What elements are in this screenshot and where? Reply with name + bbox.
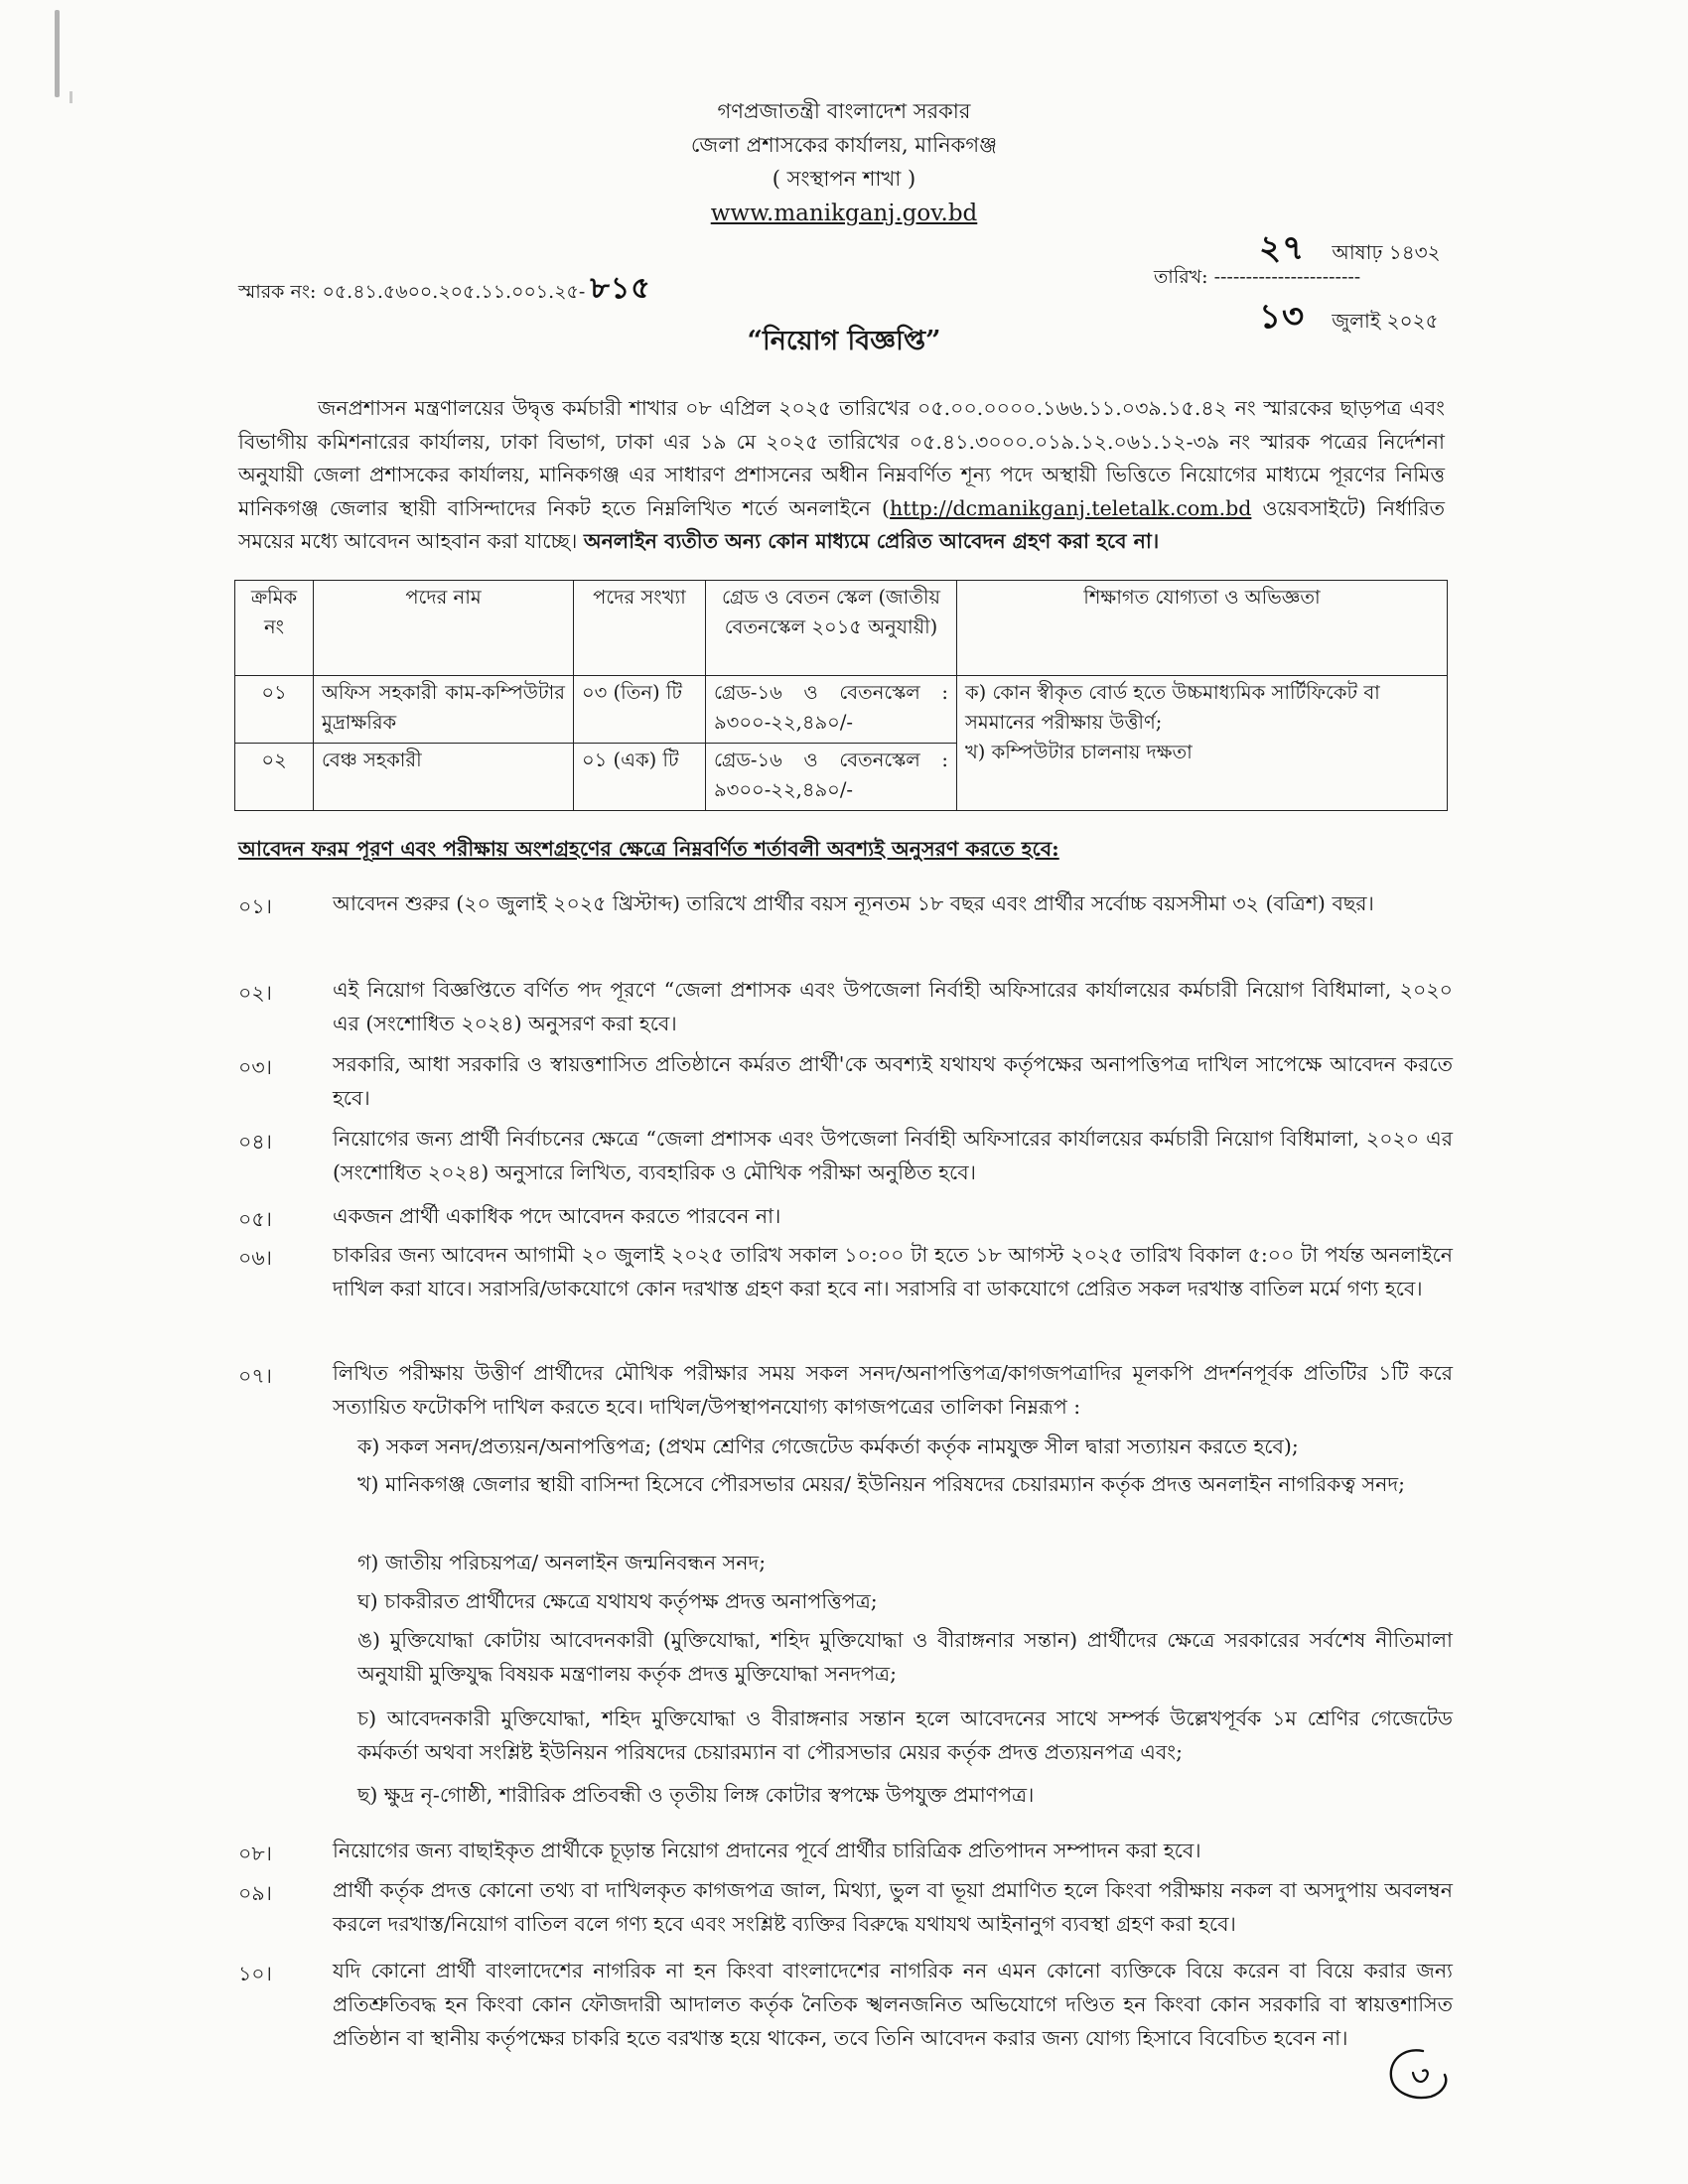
rule-text: একজন প্রার্থী একাধিক পদে আবেদন করতে পারবেন না। [333, 1204, 781, 1228]
header-qualification: শিক্ষাগত যোগ্যতা ও অভিজ্ঞতা [957, 581, 1448, 676]
rule-number: ০৭। [238, 1364, 272, 1388]
date-label: তারিখ: ----------------------- [1154, 266, 1361, 288]
cell-post-name: অফিস সহকারী কাম-কম্পিউটার মুদ্রাক্ষরিক [314, 676, 574, 744]
rule-number: ০৪। [238, 1130, 272, 1154]
rule-text: সরকারি, আধা সরকারি ও স্বায়ত্তশাসিত প্রতিষ্ঠানে কর্মরত প্রার্থী'কে অবশ্যই যথাযথ কর্তৃপক্ষের অনাপত্তিপত্র দাখিল সাপেক্ষে আবেদন করতে হবে। [333, 1052, 1453, 1110]
rule-number: ০১। [238, 894, 272, 918]
header-post-name: পদের নাম [314, 581, 574, 676]
rule-number: ০৬। [238, 1246, 272, 1270]
memo-label: স্মারক নং: ০৫.৪১.৫৬০০.২০৫.১১.০০১.২৫- [238, 281, 586, 303]
rule-text: লিখিত পরীক্ষায় উত্তীর্ণ প্রার্থীদের মৌখিক পরীক্ষার সময় সকল সনদ/অনাপত্তিপত্র/কাগজপত্রাদির মূলকপি প্রদর্শনপূর্বক প্রতিটির ১টি করে সত্যায়িত ফটোকপি দাখিল করতে হবে। দাখিল/উপস্থাপনযোগ্য কাগজপত্রের তালিকা নিম্নরূপ : [333, 1361, 1453, 1419]
header-post-count: পদের সংখ্যা [574, 581, 706, 676]
header-grade: গ্রেড ও বেতন স্কেল (জাতীয় বেতনস্কেল ২০১৫ অনুযায়ী) [706, 581, 957, 676]
memo-number [238, 264, 651, 315]
document-list-item: চ) আবেদনকারী মুক্তিযোদ্ধা, শহিদ মুক্তিযোদ্ধা ও বীরাঙ্গনার সন্তান হলে আবেদনের সাথে সম্পর্ক উল্লেখপূর্বক ১ম শ্রেণির গেজেটেড কর্মকর্তা অথবা সংশ্লিষ্ট ইউনিয়ন পরিষদের চেয়ারম্যান বা পৌরসভার মেয়র কর্তৃক প্রদত্ত প্রত্যয়নপত্র এবং; [357, 1706, 1453, 1764]
rule-text: প্রার্থী কর্তৃক প্রদত্ত কোনো তথ্য বা দাখিলকৃত কাগজপত্র জাল, মিথ্যা, ভুল বা ভূয়া প্রমাণিত হলে কিংবা পরীক্ষায় নকল বা অসদুপায় অবলম্বন করলে দরখাস্ত/নিয়োগ বাতিল বলে গণ্য হবে এবং সংশ্লিষ্ট ব্যক্তির বিরুদ্ধে যথাযথ আইনানুগ ব্যবস্থা গ্রহণ করা হবে। [333, 1878, 1453, 1936]
intro-paragraph [238, 392, 1445, 559]
date-english-day: ১৩ [1259, 297, 1306, 337]
qualification-item: ক) কোন স্বীকৃত বোর্ড হতে উচ্চমাধ্যমিক সার্টিফিকেট বা সমমানের পরীক্ষায় উত্তীর্ণ; [965, 681, 1380, 734]
rule-text: যদি কোনো প্রার্থী বাংলাদেশের নাগরিক না হন কিংবা বাংলাদেশের নাগরিক নন এমন কোনো ব্যক্তিকে বিয়ে করেন বা বিয়ে করার জন্য প্রতিশ্রুতিবদ্ধ হন কিংবা কোন ফৌজদারী আদালত কর্তৃক নৈতিক স্খলনজনিত অভিযোগে দণ্ডিত হন কিংবা কোন সরকারি বা স্বায়ত্তশাসিত প্রতিষ্ঠান বা স্থানীয় কর্তৃপক্ষের চাকরি হতে বরখাস্ত হয়ে থাকেন, তবে তিনি আবেদন করার জন্য যোগ্য হিসাবে বিবেচিত হবেন না। [333, 1959, 1453, 2050]
table-row [235, 676, 1448, 744]
cell-qualification [957, 676, 1448, 811]
intro-text: জনপ্রশাসন মন্ত্রণালয়ের উদ্বৃত্ত কর্মচারী শাখার ০৮ এপ্রিল ২০২৫ তারিখের ০৫.০০.০০০০.১৬৬.১১.০৩৯.১৫.৪২ নং স্মারকের ছাড়পত্র এবং বিভাগীয় কমিশনারের কার্যালয়, ঢাকা বিভাগ, ঢাকা এর ১৯ মে ২০২৫ তারিখের ০৫.৪১.৩০০০.০১৯.১২.০৬১.১২-৩৯ নং স্মারক পত্রের নির্দেশনা অনুযায়ী জেলা প্রশাসকের কার্যালয়, মানিকগঞ্জ এর সাধারণ প্রশাসনের অধীন নিম্নবর্ণিত শূন্য পদে অস্থায়ী ভিত্তিতে নিয়োগের মাধ্যমে পূরণের নিমিত্ত মানিকগঞ্জ জেলার স্থায়ী বাসিন্দাদের নিকট হতে নিম্নলিখিত শর্তে অনলাইনে ( [238, 396, 1445, 520]
cell-serial: ০১ [235, 676, 314, 744]
intro-text-2: ওয়েবসাইটে) নির্ধারিত সময়ের মধ্যে আবেদন আহবান করা যাচ্ছে। [238, 495, 1445, 553]
date-bangla-day: ২৭ [1259, 228, 1306, 268]
rule-number: ০৫। [238, 1207, 272, 1231]
rule-text: এই নিয়োগ বিজ্ঞপ্তিতে বর্ণিত পদ পূরণে “জেলা প্রশাসক এবং উপজেলা নির্বাহী অফিসারের কার্যালয়ের কর্মচারী নিয়োগ বিধিমালা, ২০২০ এর (সংশোধিত ২০২৪) অনুসরণ করা হবে। [333, 978, 1453, 1035]
table-header-row [235, 581, 1448, 676]
section-name: ( সংস্থাপন শাখা ) [772, 167, 916, 191]
cell-post-name: বেঞ্চ সহকারী [314, 744, 574, 811]
rule-text: নিয়োগের জন্য প্রার্থী নির্বাচনের ক্ষেত্রে “জেলা প্রশাসক এবং উপজেলা নির্বাহী অফিসারের কার্যালয়ের কর্মচারী নিয়োগ বিধিমালা, ২০২০ এর (সংশোধিত ২০২৪) অনুসারে লিখিত, ব্যবহারিক ও মৌখিক পরীক্ষা অনুষ্ঠিত হবে। [333, 1127, 1453, 1184]
rule-text: নিয়োগের জন্য বাছাইকৃত প্রার্থীকে চূড়ান্ত নিয়োগ প্রদানের পূর্বে প্রার্থীর চারিত্রিক প্রতিপাদন সম্পাদন করা হবে। [333, 1839, 1201, 1862]
application-portal-link[interactable]: http://dcmanikganj.teletalk.com.bd [889, 495, 1252, 520]
office-name: জেলা প্রশাসকের কার্যালয়, মানিকগঞ্জ [690, 133, 998, 157]
rule-text: চাকরির জন্য আবেদন আগামী ২০ জুলাই ২০২৫ তারিখ সকাল ১০:০০ টা হতে ১৮ আগস্ট ২০২৫ তারিখ বিকাল ৫:০০ টা পর্যন্ত অনলাইনে দাখিল করা যাবে। সরাসরি/ডাকযোগে কোন দরখাস্ত গ্রহণ করা হবে না। সরাসরি বা ডাকযোগে প্রেরিত সকল দরখাস্ত বাতিল মর্মে গণ্য হবে। [333, 1243, 1453, 1300]
rule-number: ০৩। [238, 1055, 272, 1079]
scan-margin-mark [55, 10, 60, 97]
date-bangla-month: আষাঢ় ১৪৩২ [1332, 240, 1441, 264]
website-link[interactable]: www.manikganj.gov.bd [710, 201, 978, 226]
rule-number: ০২। [238, 981, 272, 1005]
initials-signature-icon [1383, 2043, 1453, 2105]
document-list-item: ঙ) মুক্তিযোদ্ধা কোটায় আবেদনকারী (মুক্তিযোদ্ধা, শহিদ মুক্তিযোদ্ধা ও বীরাঙ্গনার সন্তান) প্রার্থীদের ক্ষেত্রে সরকারের সর্বশেষ নীতিমালা অনুযায়ী মুক্তিযুদ্ধ বিষয়ক মন্ত্রণালয় কর্তৃক প্রদত্ত মুক্তিযোদ্ধা সনদপত্র; [357, 1628, 1453, 1686]
cell-post-count: ০১ (এক) টি [574, 744, 706, 811]
govt-name: গণপ্রজাতন্ত্রী বাংলাদেশ সরকার [717, 99, 971, 123]
date-english-month: জুলাই ২০২৫ [1332, 309, 1439, 333]
cell-serial: ০২ [235, 744, 314, 811]
header-serial: ক্রমিক নং [235, 581, 314, 676]
rule-text: আবেদন শুরুর (২০ জুলাই ২০২৫ খ্রিস্টাব্দ) তারিখে প্রার্থীর বয়স ন্যূনতম ১৮ বছর এবং প্রার্থীর সর্বোচ্চ বয়সসীমা ৩২ (বত্রিশ) বছর। [333, 891, 1374, 915]
rule-number: ১০। [238, 1962, 272, 1985]
document-list-item: ক) সকল সনদ/প্রত্যয়ন/অনাপত্তিপত্র; (প্রথম শ্রেণির গেজেটেড কর্মকর্তা কর্তৃক নামযুক্ত সীল দ্বারা সত্যায়ন করতে হবে); [357, 1434, 1299, 1458]
document-list-item: খ) মানিকগঞ্জ জেলার স্থায়ী বাসিন্দা হিসেবে পৌরসভার মেয়র/ ইউনিয়ন পরিষদের চেয়ারম্যান কর্তৃক প্রদত্ত অনলাইন নাগরিকত্ব সনদ; [357, 1472, 1406, 1496]
intro-warning: অনলাইন ব্যতীত অন্য কোন মাধ্যমে প্রেরিত আবেদন গ্রহণ করা হবে না। [583, 529, 1160, 553]
memo-handwritten-number: ৮১৫ [590, 271, 651, 306]
notice-title: “নিয়োগ বিজ্ঞপ্তি” [747, 326, 941, 356]
qualification-item: খ) কম্পিউটার চালনায় দক্ষতা [965, 741, 1193, 763]
document-list-item: ঘ) চাকরীরত প্রার্থীদের ক্ষেত্রে যথাযথ কর্তৃপক্ষ প্রদত্ত অনাপত্তিপত্র; [357, 1589, 878, 1613]
cell-grade: গ্রেড-১৬ ও বেতনস্কেল : ৯৩০০-২২,৪৯০/- [706, 744, 957, 811]
document-list-item: গ) জাতীয় পরিচয়পত্র/ অনলাইন জন্মনিবন্ধন সনদ; [357, 1551, 767, 1574]
cell-grade: গ্রেড-১৬ ও বেতনস্কেল : ৯৩০০-২২,৪৯০/- [706, 676, 957, 744]
rules-heading: আবেদন ফরম পূরণ এবং পরীক্ষায় অংশগ্রহণের ক্ষেত্রে নিম্নবর্ণিত শর্তাবলী অবশ্যই অনুসরণ করতে হবে: [238, 837, 1059, 861]
document-list-item: ছ) ক্ষুদ্র নৃ-গোষ্ঠী, শারীরিক প্রতিবন্ধী ও তৃতীয় লিঙ্গ কোটার স্বপক্ষে উপযুক্ত প্রমাণপত্র। [357, 1783, 1035, 1807]
rule-number: ০৮। [238, 1842, 272, 1865]
vacancy-table [234, 580, 1448, 811]
rule-number: ০৯। [238, 1881, 272, 1905]
cell-post-count: ০৩ (তিন) টি [574, 676, 706, 744]
